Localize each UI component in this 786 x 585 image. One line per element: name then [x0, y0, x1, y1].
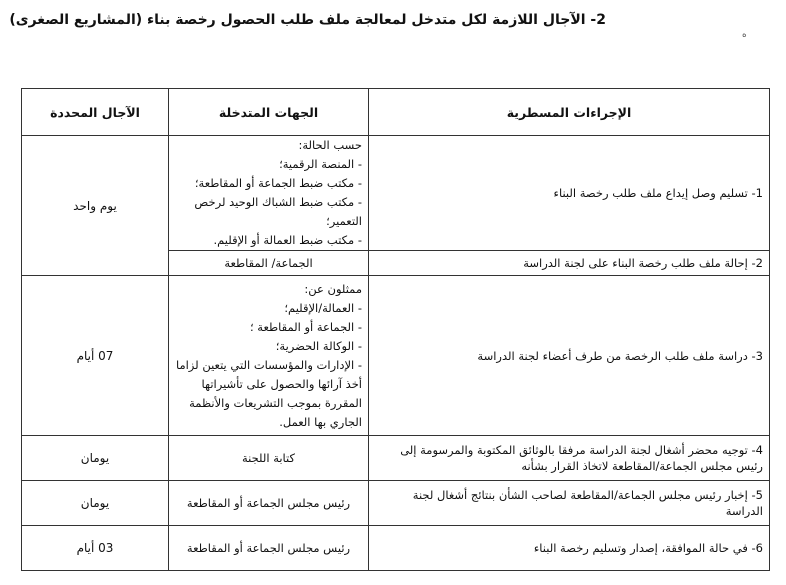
deadline-cell: 07 أيام [22, 276, 169, 436]
deadline-cell: 03 أيام [22, 526, 169, 571]
corner-mark: ه [742, 30, 747, 40]
entity-line: المقررة بموجب التشريعات والأنظمة [189, 395, 362, 410]
table-row [22, 481, 770, 526]
table-row [22, 436, 770, 481]
document-title: 2- الآجال اللازمة لكل متدخل لمعالجة ملف طلب الحصول رخصة بناء (المشاريع الصغرى) [9, 12, 606, 28]
entity-line: الجاري بها العمل. [279, 414, 362, 429]
entity-line: - العمالة/الإقليم؛ [284, 300, 362, 315]
deadline-cell: يومان [22, 436, 169, 481]
entity-line: ممثلون عن: [304, 281, 362, 296]
entity-line: - مكتب ضبط الجماعة أو المقاطعة؛ [194, 176, 362, 190]
header-deadlines: الآجال المحددة [22, 89, 169, 136]
entity-line: حسب الحالة: [298, 138, 362, 152]
procedure-line: 4- توجيه محضر أشغال لجنة الدراسة مرفقا بالوثائق المكتوبة والمرسومة إلى [400, 443, 763, 457]
procedure-cell: 3- دراسة ملف طلب الرخصة من طرف أعضاء لجنة الدراسة [369, 276, 770, 436]
deadline-cell: يوم واحد [22, 136, 169, 276]
entities-cell: الجماعة/ المقاطعة [169, 251, 369, 276]
entity-line: التعمير؛ [326, 214, 362, 228]
entities-cell [169, 136, 369, 251]
entity-line: - مكتب ضبط الشباك الوحيد لرخص [194, 195, 362, 209]
procedures-table [21, 88, 770, 571]
procedure-cell [369, 436, 770, 481]
table-header-row [22, 89, 770, 136]
entity-line: - الوكالة الحضرية؛ [275, 338, 362, 353]
entity-line: - الجماعة أو المقاطعة ؛ [249, 319, 362, 334]
procedure-line: الدراسة [725, 504, 763, 518]
entities-cell: رئيس مجلس الجماعة أو المقاطعة [169, 526, 369, 571]
entity-line: - المنصة الرقمية؛ [279, 157, 362, 171]
entity-line: - مكتب ضبط العمالة أو الإقليم. [213, 233, 362, 247]
entities-cell: كتابة اللجنة [169, 436, 369, 481]
procedure-line: 5- إخبار رئيس مجلس الجماعة/المقاطعة لصاحب الشأن بنتائج أشغال لجنة [412, 488, 763, 502]
entity-line: أخذ آرائها والحصول على تأشيراتها [201, 376, 362, 391]
entities-cell [169, 276, 369, 436]
entities-cell: رئيس مجلس الجماعة أو المقاطعة [169, 481, 369, 526]
procedure-cell [369, 481, 770, 526]
header-entities: الجهات المتدخلة [169, 89, 369, 136]
table-row [22, 136, 770, 251]
procedure-cell: 6- في حالة الموافقة، إصدار وتسليم رخصة البناء [369, 526, 770, 571]
table-row [22, 276, 770, 436]
deadline-cell: يومان [22, 481, 169, 526]
table-row [22, 526, 770, 571]
procedure-cell: 1- تسليم وصل إيداع ملف طلب رخصة البناء [369, 136, 770, 251]
procedure-cell: 2- إحالة ملف طلب رخصة البناء على لجنة الدراسة [369, 251, 770, 276]
entity-line: - الإدارات والمؤسسات التي يتعين لزاما [175, 357, 362, 372]
header-procedures: الإجراءات المسطرية [369, 89, 770, 136]
procedure-line: رئيس مجلس الجماعة/المقاطعة لاتخاذ القرار بشأنه [521, 459, 763, 473]
